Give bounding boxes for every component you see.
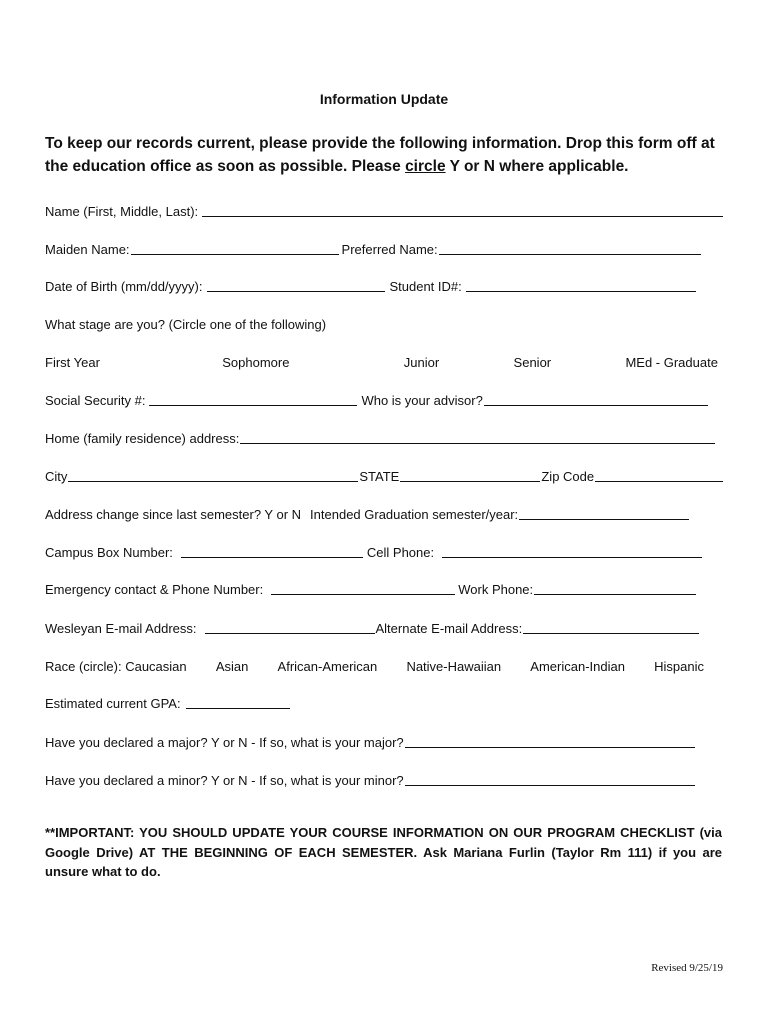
gpa-row	[45, 691, 724, 711]
race-option[interactable]: American-Indian	[530, 659, 625, 674]
preferred-name-field[interactable]	[439, 240, 701, 255]
important-note: **IMPORTANT: YOU SHOULD UPDATE YOUR COURSE INFORMATION ON OUR PROGRAM CHECKLIST (via Google Drive) AT THE BEGINNING OF EACH SEMESTER. Ask Mariana Furlin (Taylor Rm 111) if you are unsure what to do.	[45, 825, 722, 879]
maiden-preferred-row	[45, 237, 724, 257]
race-label: Race (circle):	[45, 659, 122, 674]
major-row	[45, 730, 724, 750]
city-field[interactable]	[68, 467, 358, 482]
dob-field[interactable]	[207, 277, 385, 292]
stage-option[interactable]: First Year	[45, 355, 100, 370]
stage-option[interactable]: Sophomore	[222, 355, 290, 370]
name-label: Name (First, Middle, Last):	[45, 204, 199, 219]
race-option[interactable]: African-American	[277, 659, 378, 674]
address-change-label: Address change since last semester? Y or N	[45, 507, 302, 522]
race-option[interactable]: Caucasian	[125, 659, 187, 674]
ssn-label: Social Security #:	[45, 393, 146, 408]
email-row	[45, 616, 724, 636]
student-id-label: Student ID#:	[389, 279, 462, 294]
minor-row	[45, 768, 724, 788]
alternate-email-label: Alternate E-mail Address:	[375, 621, 523, 636]
state-label: STATE	[359, 469, 400, 484]
name-field[interactable]	[202, 202, 723, 217]
alternate-email-field[interactable]	[523, 619, 699, 634]
stage-question-row	[45, 312, 724, 332]
stage-option[interactable]: Junior	[403, 355, 440, 370]
student-id-field[interactable]	[466, 277, 696, 292]
campus-box-label: Campus Box Number:	[45, 545, 173, 560]
stage-options-row	[45, 350, 718, 370]
emergency-contact-field[interactable]	[271, 580, 455, 595]
work-phone-label: Work Phone:	[458, 582, 534, 597]
address-change-row	[45, 502, 724, 522]
graduation-label: Intended Graduation semester/year:	[310, 507, 519, 522]
major-label: Have you declared a major? Y or N - If so, what is your major?	[45, 735, 404, 750]
ssn-advisor-row	[45, 388, 724, 408]
intro-part1: To keep our records current, please provide the following information. Drop this form off at the education office as soon as possible. Please	[45, 135, 715, 175]
city-label: City	[45, 469, 68, 484]
home-address-field[interactable]	[240, 429, 715, 444]
intro-part2: Y or N where applicable.	[445, 158, 629, 175]
home-address-row	[45, 426, 716, 446]
preferred-name-label: Preferred Name:	[341, 242, 438, 257]
home-address-label: Home (family residence) address:	[45, 431, 240, 446]
stage-question: What stage are you? (Circle one of the following)	[45, 317, 327, 332]
cell-phone-label: Cell Phone:	[366, 545, 435, 560]
gpa-label: Estimated current GPA:	[45, 696, 181, 711]
stage-option[interactable]: Senior	[513, 355, 552, 370]
emergency-contact-label: Emergency contact & Phone Number:	[45, 582, 264, 597]
race-option[interactable]: Hispanic	[654, 659, 704, 674]
wesleyan-email-field[interactable]	[205, 619, 375, 634]
emergency-work-row	[45, 577, 724, 597]
form-title: Information Update	[319, 91, 449, 107]
campus-box-field[interactable]	[181, 543, 363, 558]
stage-option[interactable]: MEd - Graduate	[625, 355, 718, 370]
city-state-zip-row	[45, 464, 724, 484]
minor-field[interactable]	[405, 771, 695, 786]
ssn-field[interactable]	[149, 391, 357, 406]
wesleyan-email-label: Wesleyan E-mail Address:	[45, 621, 197, 636]
state-field[interactable]	[400, 467, 540, 482]
dob-studentid-row	[45, 274, 724, 294]
intro-circle-word: circle	[405, 158, 446, 175]
gpa-field[interactable]	[186, 694, 290, 709]
advisor-field[interactable]	[484, 391, 708, 406]
zip-label: Zip Code	[541, 469, 595, 484]
advisor-label: Who is your advisor?	[361, 393, 483, 408]
name-row	[45, 199, 724, 219]
maiden-name-field[interactable]	[131, 240, 339, 255]
zip-field[interactable]	[595, 467, 723, 482]
intro-text	[45, 132, 730, 178]
race-label-group	[45, 659, 187, 674]
maiden-name-label: Maiden Name:	[45, 242, 130, 257]
work-phone-field[interactable]	[534, 580, 696, 595]
major-field[interactable]	[405, 733, 695, 748]
dob-label: Date of Birth (mm/dd/yyyy):	[45, 279, 203, 294]
race-option[interactable]: Native-Hawaiian	[406, 659, 502, 674]
minor-label: Have you declared a minor? Y or N - If so, what is your minor?	[45, 773, 404, 788]
campus-cell-row	[45, 540, 724, 560]
graduation-field[interactable]	[519, 505, 689, 520]
race-option[interactable]: Asian	[215, 659, 249, 674]
cell-phone-field[interactable]	[442, 543, 702, 558]
race-row	[45, 654, 704, 674]
revised-date: Revised 9/25/19	[651, 962, 723, 974]
